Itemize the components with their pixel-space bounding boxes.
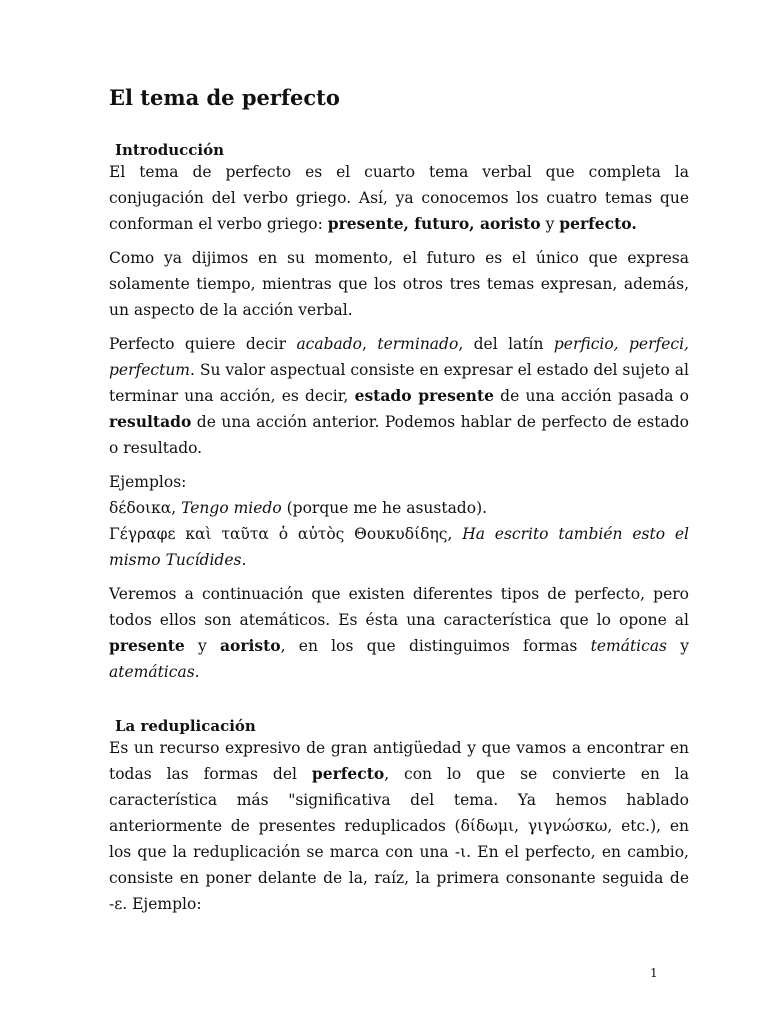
bold-text: perfecto	[311, 764, 385, 783]
text-run: Veremos a continuación que existen diferentes tipos de perfecto, pero todos ellos son atemáticos. Es ésta una característica que lo opone al	[109, 585, 689, 629]
italic-text: Tengo miedo	[181, 499, 282, 517]
paragraph	[109, 331, 689, 461]
italic-text: perficio, perfeci, perfectum	[109, 335, 689, 379]
text-run: y	[667, 637, 689, 655]
text-run: de una acción anterior. Podemos hablar de perfecto de estado o resultado.	[109, 413, 689, 457]
example-line	[109, 521, 689, 573]
text-run: de una acción pasada o	[493, 387, 689, 405]
italic-text: atemáticas.	[109, 663, 200, 681]
bold-text: estado presente	[354, 386, 494, 405]
text-run: (porque me he asustado).	[281, 499, 488, 517]
italic-text: acabado	[296, 335, 363, 353]
text-run: Como ya dijimos en su momento, el futuro es el único que expresa solamente tiempo, mientras que los otros tres temas expresan, además, un aspecto de la acción verbal.	[109, 249, 689, 319]
text-run: ,	[362, 335, 378, 353]
paragraph	[109, 581, 689, 685]
italic-text: Ha escrito también esto el mismo Tucídides.	[109, 525, 689, 569]
italic-text: temáticas	[590, 637, 668, 655]
section-body-introduccion	[109, 159, 689, 693]
examples-label	[109, 469, 689, 495]
text-run: Es un recurso expresivo de gran antigüedad y que vamos a encontrar en todas las formas del	[109, 739, 689, 783]
paragraph	[109, 159, 689, 237]
section-heading-introduccion: Introducción	[115, 141, 225, 159]
text-run: Ejemplos:	[109, 473, 187, 491]
text-run: y	[540, 215, 560, 233]
section-body-reduplicacion	[109, 735, 689, 925]
text-run: δέδοικα,	[109, 499, 182, 517]
text-run: , en los que distinguimos formas	[280, 637, 591, 655]
example-line	[109, 495, 689, 521]
bold-text: resultado	[109, 412, 192, 431]
text-run: . Su valor aspectual consiste en expresar el estado del sujeto al terminar una acción, es decir,	[109, 361, 689, 405]
text-run: El tema de perfecto es el cuarto tema verbal que completa la conjugación del verbo griego. Así, ya conocemos los cuatro temas que conforman el verbo griego:	[109, 163, 689, 233]
paragraph	[109, 245, 689, 323]
text-run: , con lo que se convierte en la característica más "significativa del tema. Ya hemos hablado anteriormente de presentes reduplicados (δίδωμι, γιγνώσκω, etc.), en los que la reduplicación se marca con una -ι. En el perfecto, en cambio, consiste en poner delante de la, raíz, la primera consonante seguida de -ε. Ejemplo:	[109, 765, 690, 913]
text-run: Γέγραφε καὶ ταῦτα ὁ αὐτὸς Θουκυδίδης,	[109, 525, 463, 543]
bold-text: aoristo	[219, 636, 281, 655]
text-run: Perfecto quiere decir	[109, 335, 297, 353]
page-number: 1	[650, 966, 658, 980]
paragraph	[109, 735, 689, 917]
section-heading-reduplicacion: La reduplicación	[115, 717, 256, 735]
italic-text: terminado	[377, 335, 459, 353]
bold-text: presente, futuro, aoristo	[327, 214, 541, 233]
text-run: , del latín	[458, 335, 554, 353]
page-title: El tema de perfecto	[109, 85, 340, 110]
bold-text: perfecto.	[559, 214, 637, 233]
bold-text: presente	[109, 636, 185, 655]
text-run: y	[184, 637, 220, 655]
